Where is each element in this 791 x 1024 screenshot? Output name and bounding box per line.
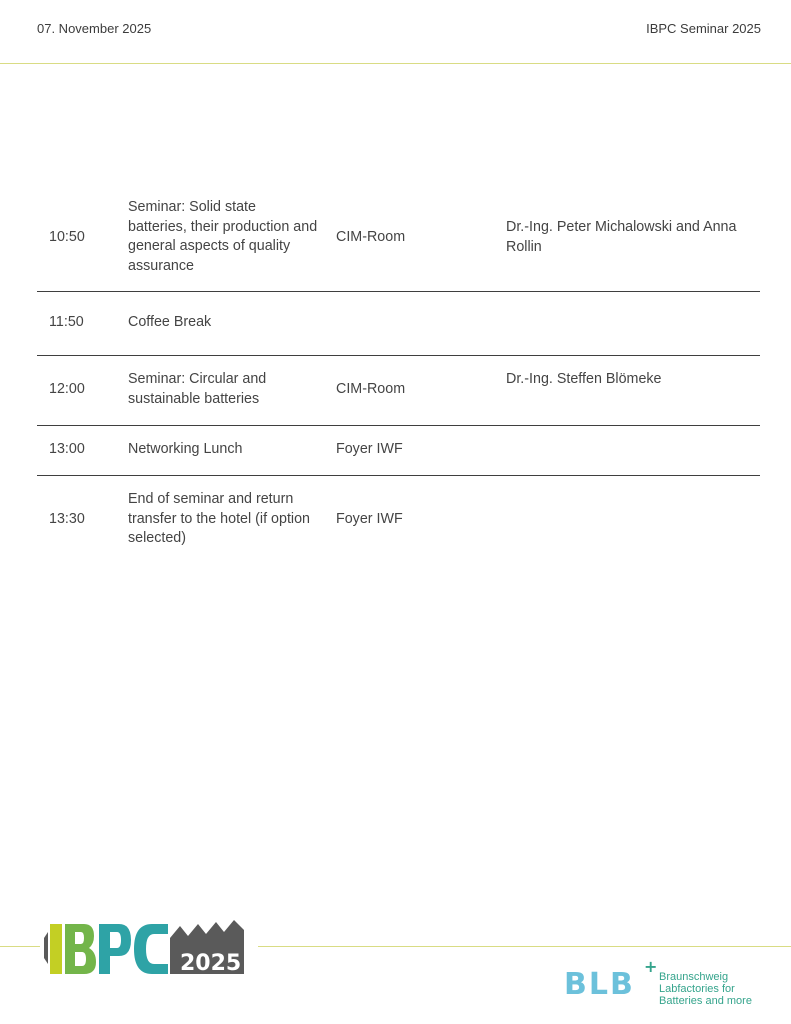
blb-logo-line2: Labfactories for [659, 983, 735, 995]
schedule-room: Foyer IWF [336, 441, 403, 457]
schedule-time: 12:00 [49, 381, 85, 397]
schedule-title: Networking Lunch [128, 441, 243, 457]
blb-logo-line3: Batteries and more [659, 995, 752, 1007]
schedule-speaker: Dr.-Ing. Steffen Blömeke [506, 371, 662, 387]
schedule-room: CIM-Room [336, 381, 406, 397]
header-date: 07. November 2025 [37, 21, 152, 36]
schedule-row [37, 356, 760, 426]
blb-logo-mark: BLB [564, 967, 635, 1002]
schedule-room: Foyer IWF [336, 511, 403, 527]
footer-divider-right [258, 946, 791, 947]
schedule-time: 13:00 [49, 441, 85, 457]
schedule-room: CIM-Room [336, 229, 406, 245]
schedule-title: Seminar: Circular and sustainable batteries [128, 371, 267, 407]
schedule-title: Coffee Break [128, 314, 212, 330]
blb-logo-plus: + [644, 960, 658, 976]
schedule-table [37, 186, 760, 564]
schedule-row [37, 186, 760, 292]
schedule-row [37, 426, 760, 476]
schedule-title: Seminar: Solid state batteries, their production and general aspects of quality assurance [128, 199, 318, 274]
blb-logo-line1: Braunschweig [659, 971, 729, 983]
schedule-row [37, 292, 760, 356]
schedule-title: End of seminar and return transfer to the hotel (if option selected) [128, 491, 310, 546]
header-title: IBPC Seminar 2025 [646, 21, 761, 36]
header-divider [0, 63, 791, 64]
ibpc-logo-year: 2025 [180, 951, 242, 976]
schedule-speaker: Dr.-Ing. Peter Michalowski and Anna Rollin [506, 219, 737, 255]
schedule-time: 13:30 [49, 511, 85, 527]
schedule-time: 10:50 [49, 229, 85, 245]
blb-logo [564, 960, 764, 1010]
footer-divider-left [0, 946, 40, 947]
schedule-time: 11:50 [49, 314, 84, 330]
schedule-row [37, 476, 760, 564]
ibpc-logo [40, 918, 248, 976]
